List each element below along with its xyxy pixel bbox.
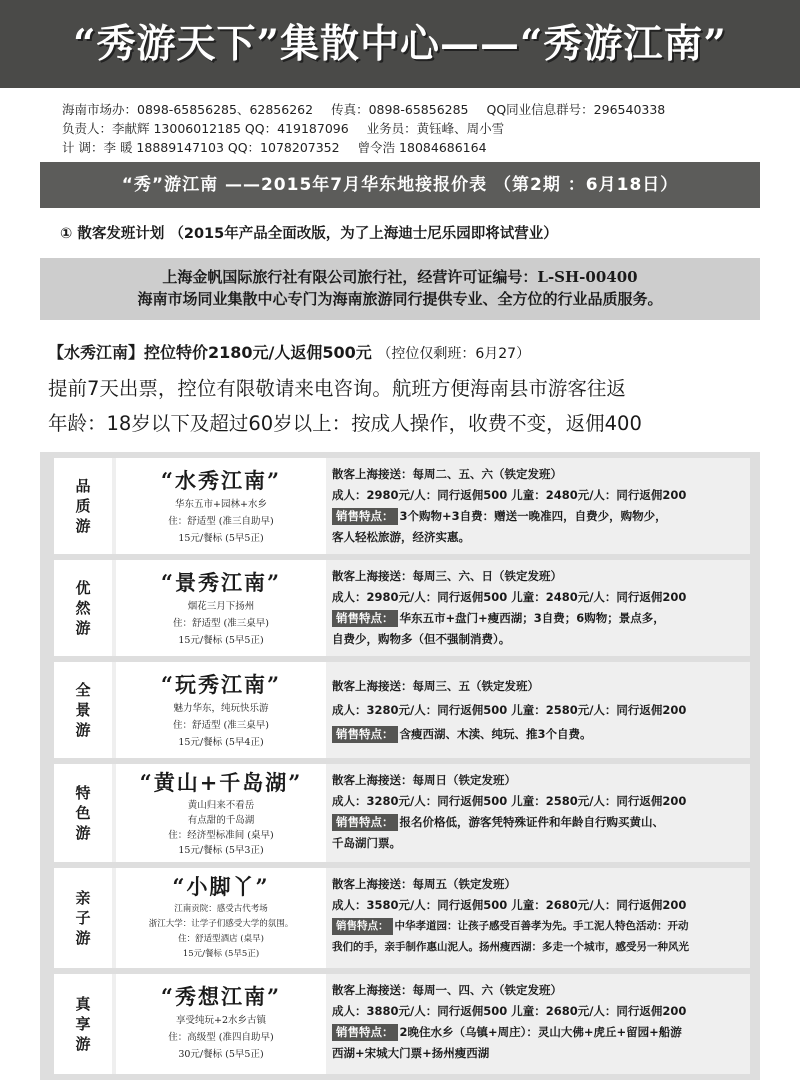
promo-ticketing: 提前7天出票，控位有限敬请来电咨询。航班方便海南县市游客往返 bbox=[48, 377, 626, 400]
product-name-box bbox=[116, 764, 326, 862]
product-schedule: 散客上海接送：每周五（铁定发班） bbox=[332, 877, 516, 891]
product-features: 中华孝道园：让孩子感受百善孝为先。手工泥人特色活动：开动 bbox=[394, 920, 689, 932]
product-name: “水秀江南” bbox=[160, 468, 282, 493]
product-desc: 15元/餐标 (5早5正) bbox=[182, 949, 260, 959]
product-features-cont: 千岛湖门票。 bbox=[332, 836, 401, 850]
product-desc: 15元/餐标 (5早5正) bbox=[178, 533, 264, 544]
product-desc: 15元/餐标 (5早4正) bbox=[178, 737, 264, 748]
product-desc: 有点甜的千岛湖 bbox=[187, 815, 255, 826]
product-schedule: 散客上海接送：每周日（铁定发班） bbox=[332, 773, 516, 787]
office-phone: 海南市场办：0898-65856285、62856262 bbox=[62, 102, 314, 117]
product-card bbox=[54, 458, 750, 554]
product-name-box bbox=[116, 974, 326, 1074]
product-category: 亲子游 bbox=[54, 868, 112, 968]
product-card bbox=[54, 764, 750, 862]
product-desc: 烟花三月下扬州 bbox=[187, 601, 255, 612]
product-schedule: 散客上海接送：每周二、五、六（铁定发班） bbox=[332, 467, 562, 481]
product-schedule: 散客上海接送：每周三、六、日（铁定发班） bbox=[332, 569, 562, 583]
product-name: “玩秀江南” bbox=[160, 672, 282, 697]
product-desc: 享受纯玩+2水乡古镇 bbox=[175, 1015, 266, 1026]
product-category: 全景游 bbox=[54, 662, 112, 758]
product-name-box bbox=[116, 868, 326, 968]
product-features: 2晚住水乡（乌镇+周庄）：灵山大佛+虎丘+留园+船游 bbox=[399, 1025, 682, 1039]
product-features-cont: 西湖+宋城大门票+扬州瘦西湖 bbox=[332, 1046, 490, 1060]
agency-license: 上海金帆国际旅行社有限公司旅行社，经营许可证编号：L-SH-00400 bbox=[162, 268, 638, 286]
product-desc: 住：舒适型酒店 (桌早) bbox=[178, 934, 264, 944]
product-detail bbox=[332, 464, 750, 548]
product-features: 华东五市+盘门+瘦西湖；3自费；6购物；景点多， bbox=[399, 611, 665, 625]
contact-line-office bbox=[62, 100, 782, 119]
product-card bbox=[54, 974, 750, 1074]
product-price: 成人：2980元/人：同行返佣500 儿童：2480元/人：同行返佣200 bbox=[332, 590, 687, 604]
agency-service: 海南市场同业集散中心专门为海南旅游同行提供专业、全方位的行业品质服务。 bbox=[137, 290, 663, 308]
contact-info bbox=[62, 100, 782, 157]
product-desc: 15元/餐标 (5早3正) bbox=[178, 845, 264, 856]
product-list bbox=[40, 452, 760, 1080]
product-category: 真享游 bbox=[54, 974, 112, 1074]
promo-age-policy: 年龄：18岁以下及超过60岁以上：按成人操作，收费不变，返佣400 bbox=[48, 412, 642, 435]
fax: 传真：0898-65856285 bbox=[331, 102, 469, 117]
product-name: “黄山+千岛湖” bbox=[139, 770, 303, 795]
product-features: 报名价格低，游客凭特殊证件和年龄自行购买黄山、 bbox=[399, 815, 664, 829]
departure-plan-heading: ① 散客发班计划 （2015年产品全面改版，为了上海迪士尼乐园即将试营业） bbox=[60, 226, 558, 242]
product-desc: 华东五市+园林+水乡 bbox=[175, 499, 267, 510]
product-name: “秀想江南” bbox=[160, 984, 282, 1009]
agency-info-box bbox=[40, 258, 760, 320]
product-features-cont: 我们的手，亲手制作惠山泥人。扬州瘦西湖：多走一个城市，感受另一种风光 bbox=[332, 941, 689, 953]
sales-feature-tag: 销售特点： bbox=[332, 508, 398, 525]
header-banner bbox=[0, 0, 800, 88]
promo-note: （控位仅剩班：6月27） bbox=[377, 346, 531, 362]
product-name-box bbox=[116, 560, 326, 656]
product-features: 含瘦西湖、木渎、纯玩、推3个自费。 bbox=[399, 727, 592, 741]
product-category: 品质游 bbox=[54, 458, 112, 554]
operator-contact: 计 调：李 暖 18889147103 QQ：1078207352 bbox=[62, 140, 340, 155]
product-desc: 浙江大学：让学子们感受大学的氛围。 bbox=[148, 919, 294, 929]
promo-headline: 【水秀江南】控位特价2180元/人返佣500元 bbox=[48, 343, 372, 362]
product-desc: 住：高级型 (准四自助早) bbox=[168, 1032, 274, 1043]
second-operator: 曾令浩 18084686164 bbox=[357, 140, 487, 155]
product-features-cont: 自费少，购物多（但不强制消费）。 bbox=[332, 632, 511, 646]
sales-feature-tag: 销售特点： bbox=[332, 918, 393, 935]
sales-feature-tag: 销售特点： bbox=[332, 610, 398, 627]
product-category: 特色游 bbox=[54, 764, 112, 862]
qq-group: QQ同业信息群号：296540338 bbox=[486, 102, 666, 117]
product-price: 成人：3880元/人：同行返佣500 儿童：2680元/人：同行返佣200 bbox=[332, 1004, 687, 1018]
product-desc: 江南贡院：感受古代考场 bbox=[174, 904, 268, 914]
product-name-box bbox=[116, 662, 326, 758]
product-detail bbox=[332, 674, 750, 746]
product-detail bbox=[332, 874, 750, 958]
product-schedule: 散客上海接送：每周三、五（铁定发班） bbox=[332, 679, 539, 693]
sales-feature-tag: 销售特点： bbox=[332, 1024, 398, 1041]
product-price: 成人：3280元/人：同行返佣500 儿童：2580元/人：同行返佣200 bbox=[332, 794, 687, 808]
product-name: “小脚丫” bbox=[172, 874, 270, 899]
product-desc: 住：经济型标准间 (桌早) bbox=[168, 830, 274, 841]
product-features: 3个购物+3自费：赠送一晚准四，自费少，购物少， bbox=[399, 509, 667, 523]
product-card bbox=[54, 662, 750, 758]
banner-title: “秀游天下”集散中心——“秀游江南” bbox=[73, 21, 727, 67]
sales-feature-tag: 销售特点： bbox=[332, 814, 398, 831]
product-price: 成人：3280元/人：同行返佣500 儿童：2580元/人：同行返佣200 bbox=[332, 703, 687, 717]
product-desc: 住：舒适型 (准三桌早) bbox=[173, 618, 269, 629]
product-name: “景秀江南” bbox=[160, 570, 282, 595]
product-desc: 魅力华东，纯玩快乐游 bbox=[173, 703, 269, 714]
product-desc: 15元/餐标 (5早5正) bbox=[178, 635, 264, 646]
product-card bbox=[54, 560, 750, 656]
product-detail bbox=[332, 980, 750, 1064]
product-detail bbox=[332, 566, 750, 650]
sales-staff: 业务员：黄钰峰、周小雪 bbox=[366, 121, 505, 136]
product-card bbox=[54, 868, 750, 968]
product-desc: 住：舒适型 (准三自助早) bbox=[168, 516, 274, 527]
product-desc: 30元/餐标 (5早5正) bbox=[178, 1049, 264, 1060]
contact-line-manager bbox=[62, 119, 782, 138]
product-price: 成人：2980元/人：同行返佣500 儿童：2480元/人：同行返佣200 bbox=[332, 488, 687, 502]
product-price: 成人：3580元/人：同行返佣500 儿童：2680元/人：同行返佣200 bbox=[332, 898, 687, 912]
manager-contact: 负责人：李献辉 13006012185 QQ：419187096 bbox=[62, 121, 349, 136]
product-features-cont: 客人轻松旅游，经济实惠。 bbox=[332, 530, 470, 544]
product-name-box bbox=[116, 458, 326, 554]
price-list-title: “秀”游江南 ——2015年7月华东地接报价表 （第2期 ：6月18日） bbox=[40, 162, 760, 208]
product-schedule: 散客上海接送：每周一、四、六（铁定发班） bbox=[332, 983, 562, 997]
product-desc: 黄山归来不看岳 bbox=[187, 800, 255, 811]
sales-feature-tag: 销售特点： bbox=[332, 726, 398, 743]
product-detail bbox=[332, 770, 750, 854]
contact-line-operator bbox=[62, 138, 782, 157]
product-desc: 住：舒适型 (准三桌早) bbox=[173, 720, 269, 731]
product-category: 优然游 bbox=[54, 560, 112, 656]
promo-headline-row bbox=[48, 340, 768, 363]
